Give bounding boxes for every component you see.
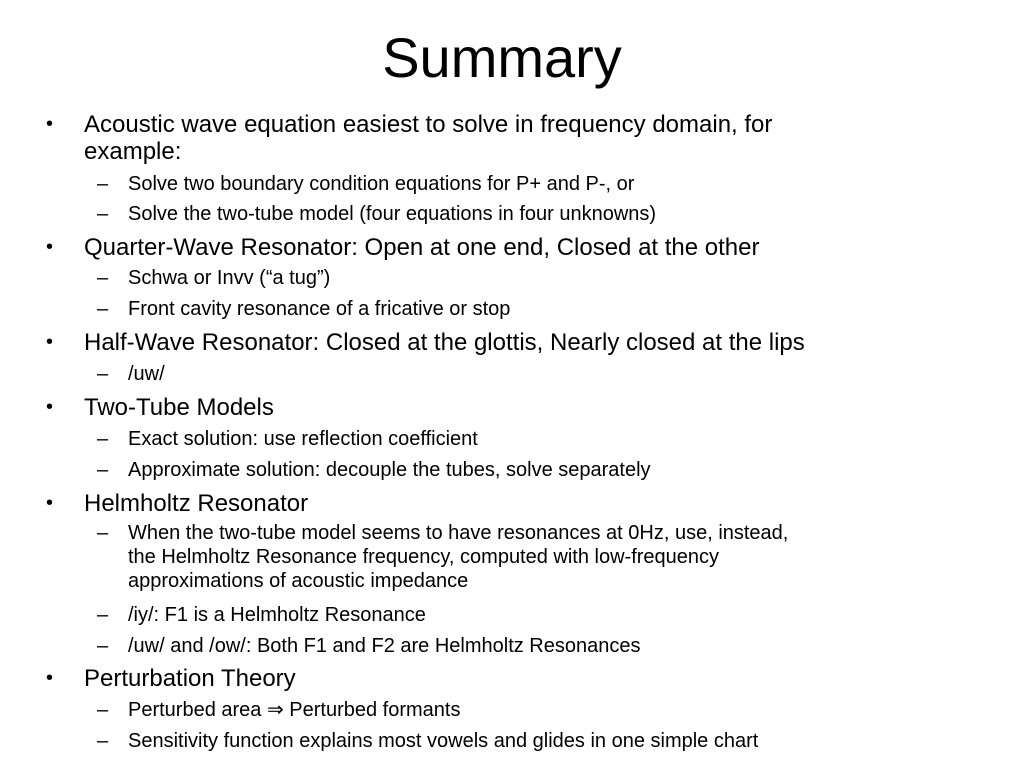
bullet-text-line: Exact solution: use reflection coefficient — [128, 428, 478, 450]
dash-marker: – — [97, 522, 109, 544]
bullet-text-line: When the two-tube model seems to have resonances at 0Hz, use, instead, — [128, 522, 789, 544]
bullet-item — [46, 665, 296, 692]
sub-bullet-item — [97, 521, 789, 593]
dash-marker: – — [97, 173, 109, 195]
dash-marker: – — [97, 267, 109, 289]
bullet-marker: • — [46, 236, 54, 258]
bullet-text-line: Perturbed area ⇒ Perturbed formants — [128, 699, 461, 721]
bullet-text-line: /uw/ and /ow/: Both F1 and F2 are Helmholtz Resonances — [128, 635, 641, 657]
bullet-marker: • — [46, 667, 54, 689]
bullet-item — [46, 329, 805, 356]
sub-bullet-item — [97, 362, 165, 386]
bullet-text-line: Helmholtz Resonator — [84, 490, 309, 517]
sub-bullet-item — [97, 266, 331, 290]
bullet-text-line: Quarter-Wave Resonator: Open at one end, Closed at the other — [84, 234, 760, 261]
bullet-text-line: Sensitivity function explains most vowels and glides in one simple chart — [128, 730, 759, 752]
bullet-item — [46, 234, 760, 261]
bullet-text-line: Acoustic wave equation easiest to solve in frequency domain, for — [84, 111, 773, 138]
bullet-text-line: Approximate solution: decouple the tubes, solve separately — [128, 459, 651, 481]
dash-marker: – — [97, 699, 109, 721]
dash-marker: – — [97, 203, 109, 225]
bullet-text-line: example: — [84, 138, 182, 165]
dash-marker: – — [97, 428, 109, 450]
bullet-text-line: Two-Tube Models — [84, 394, 274, 421]
sub-bullet-item — [97, 729, 759, 753]
dash-marker: – — [97, 604, 109, 626]
sub-bullet-item — [97, 698, 461, 722]
bullet-text-line: /uw/ — [128, 363, 165, 385]
bullet-item — [46, 111, 773, 165]
dash-marker: – — [97, 363, 109, 385]
bullet-text-line: the Helmholtz Resonance frequency, computed with low-frequency — [128, 546, 720, 568]
bullet-text-line: /iy/: F1 is a Helmholtz Resonance — [128, 604, 426, 626]
bullet-marker: • — [46, 113, 54, 135]
slide-title: Summary — [382, 26, 622, 89]
sub-bullet-item — [97, 634, 641, 658]
bullet-item — [46, 394, 274, 421]
dash-marker: – — [97, 459, 109, 481]
bullet-text-line: Schwa or Invv (“a tug”) — [128, 267, 331, 289]
bullet-text-line: Perturbation Theory — [84, 665, 296, 692]
dash-marker: – — [97, 730, 109, 752]
bullet-marker: • — [46, 492, 54, 514]
sub-bullet-item — [97, 603, 426, 627]
bullet-marker: • — [46, 331, 54, 353]
bullet-text-line: Solve the two-tube model (four equations in four unknowns) — [128, 203, 657, 225]
bullet-text-line: approximations of acoustic impedance — [128, 570, 469, 592]
sub-bullet-item — [97, 202, 657, 226]
bullet-item — [46, 490, 309, 517]
sub-bullet-item — [97, 458, 651, 482]
bullet-text-line: Front cavity resonance of a fricative or stop — [128, 298, 511, 320]
sub-bullet-item — [97, 427, 478, 451]
bullet-marker: • — [46, 396, 54, 418]
bullet-text-line: Half-Wave Resonator: Closed at the glottis, Nearly closed at the lips — [84, 329, 805, 356]
bullet-text-line: Solve two boundary condition equations for P+ and P-, or — [128, 173, 635, 195]
dash-marker: – — [97, 298, 109, 320]
sub-bullet-item — [97, 297, 511, 321]
dash-marker: – — [97, 635, 109, 657]
sub-bullet-item — [97, 172, 635, 196]
